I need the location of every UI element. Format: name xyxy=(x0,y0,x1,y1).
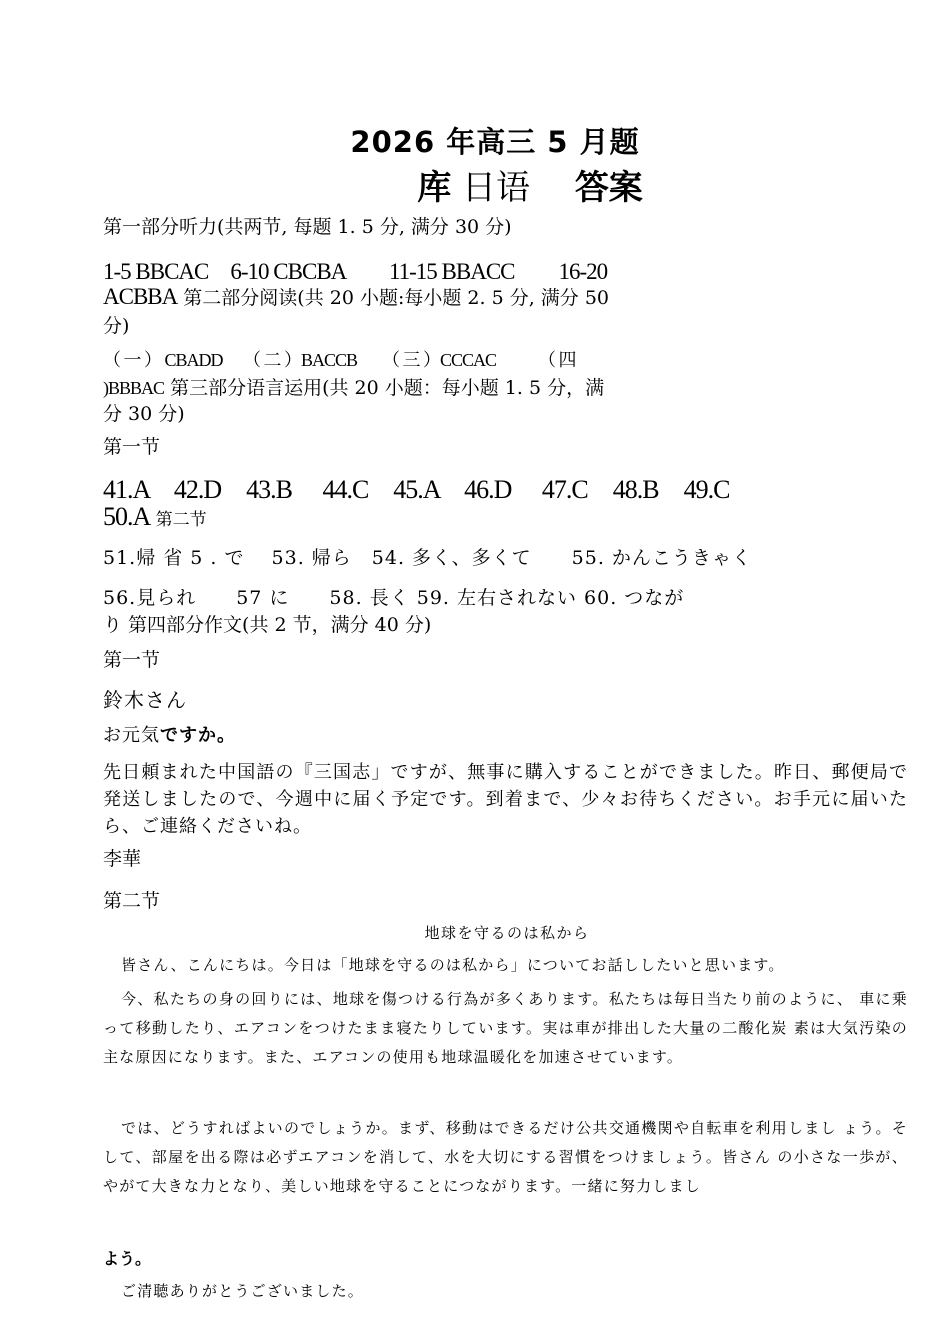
part3-section2-label: 第二节 xyxy=(150,510,207,530)
part3-heading-tail: 分 30 分) xyxy=(103,403,185,425)
page-title: 2026 年高三 5 月题 xyxy=(350,125,640,159)
letter-recipient: 鈴木さん xyxy=(103,688,187,712)
part2-heading-tail: 分) xyxy=(103,315,130,337)
page-subtitle xyxy=(0,160,950,209)
answers-41-49: 41.A 42.D 43.B 44.C 45.A 46.D 47.C 48.B 49.C xyxy=(103,475,730,504)
speech-closing: ご清聴ありがとうございました。 xyxy=(121,1282,365,1300)
part2-answers-4: )BBBAC xyxy=(103,378,165,398)
answers-51-55: 51.帰 省 5 . で 53. 帰ら 54. 多く、多くて 55. かんこうきゃく xyxy=(103,547,752,569)
subtitle-part-answers: 答案 xyxy=(574,168,643,208)
letter-signature: 李華 xyxy=(103,848,142,870)
answers-60-tail-line xyxy=(103,610,431,637)
speech-title: 地球を守るのは私から xyxy=(424,924,590,942)
subtitle-part-subject: 日语 xyxy=(451,168,575,208)
part2-answers-line2 xyxy=(103,373,604,400)
part3-section1-label: 第一节 xyxy=(103,436,161,458)
speech-paragraph-3-tail: よう。 xyxy=(103,1249,152,1268)
letter-greeting-b: ですか。 xyxy=(160,725,236,746)
speech-paragraph-2: 今、私たちの身の回りには、地球を傷つける行為が多くあります。私たちは毎日当たり前のように、 車に乗って移動したり、エアコンをつけたまま寝たりしています。実は車が排出した大量の二酸化炭 素は大気汚染の主な原因になります。また、エアコンの使用も地球温暖化を加速させています。 xyxy=(103,990,908,1066)
letter-greeting xyxy=(103,721,236,747)
letter-body: 先日頼まれた中国語の『三国志」ですが、無事に購入することができました。昨日、郵便局で発送しましたので、今週中に届く予定です。到着まで、少々お待ちください。お手元に届いたら、ご連絡くださいね。 xyxy=(103,762,908,837)
part2-answers-line: （ 一 ） CBADD （ 二 ）BACCB （ 三 ）CCCAC （ 四 xyxy=(103,350,576,370)
answers-50-line xyxy=(103,502,207,532)
part1-answers-16-20: ACBBA xyxy=(103,284,178,309)
answers-56-60: 56.見られ 57 に 58. 長く 59. 左右されない 60. つなが xyxy=(103,587,685,609)
part2-heading: 第二部分阅读(共 20 小题:每小题 2. 5 分, 满分 50 xyxy=(177,287,609,309)
part4-heading: 第四部分作文(共 2 节，满分 40 分) xyxy=(122,614,432,636)
speech-paragraph-1: 皆さん、こんにちは。今日は「地球を守るのは私から」についてお話ししたいと思います。 xyxy=(121,956,785,974)
letter-greeting-a: お元気 xyxy=(103,725,160,746)
part4-section2-label: 第二节 xyxy=(103,890,161,912)
speech-paragraph-3: では、どうすればよいのでしょうか。まず、移動はできるだけ公共交通機関や自転車を利用しまし ょう。そして、部屋を出る際は必ずエアコンを消して、水を大切にする習慣をつけましょう。皆さん の小さな一歩が、やがて大きな力となり、美しい地球を守ることにつながります。一緒に努力しまし xyxy=(103,1119,908,1195)
part1-answers-line1: 1-5 BBCAC 6-10 CBCBA 11-15 BBACC 16-20 xyxy=(103,259,608,284)
answer-50: 50.A xyxy=(103,502,151,531)
part4-section1-label: 第一节 xyxy=(103,649,161,671)
part1-answers-line2 xyxy=(103,283,609,310)
subtitle-part-ku: 库 xyxy=(417,168,452,208)
part3-heading: 第三部分语言运用(共 20 小题：每小题 1. 5 分，满 xyxy=(164,377,605,399)
part1-heading: 第一部分听力(共两节, 每题 1. 5 分, 满分 30 分) xyxy=(103,216,512,238)
answer-60-tail: り xyxy=(103,614,123,636)
